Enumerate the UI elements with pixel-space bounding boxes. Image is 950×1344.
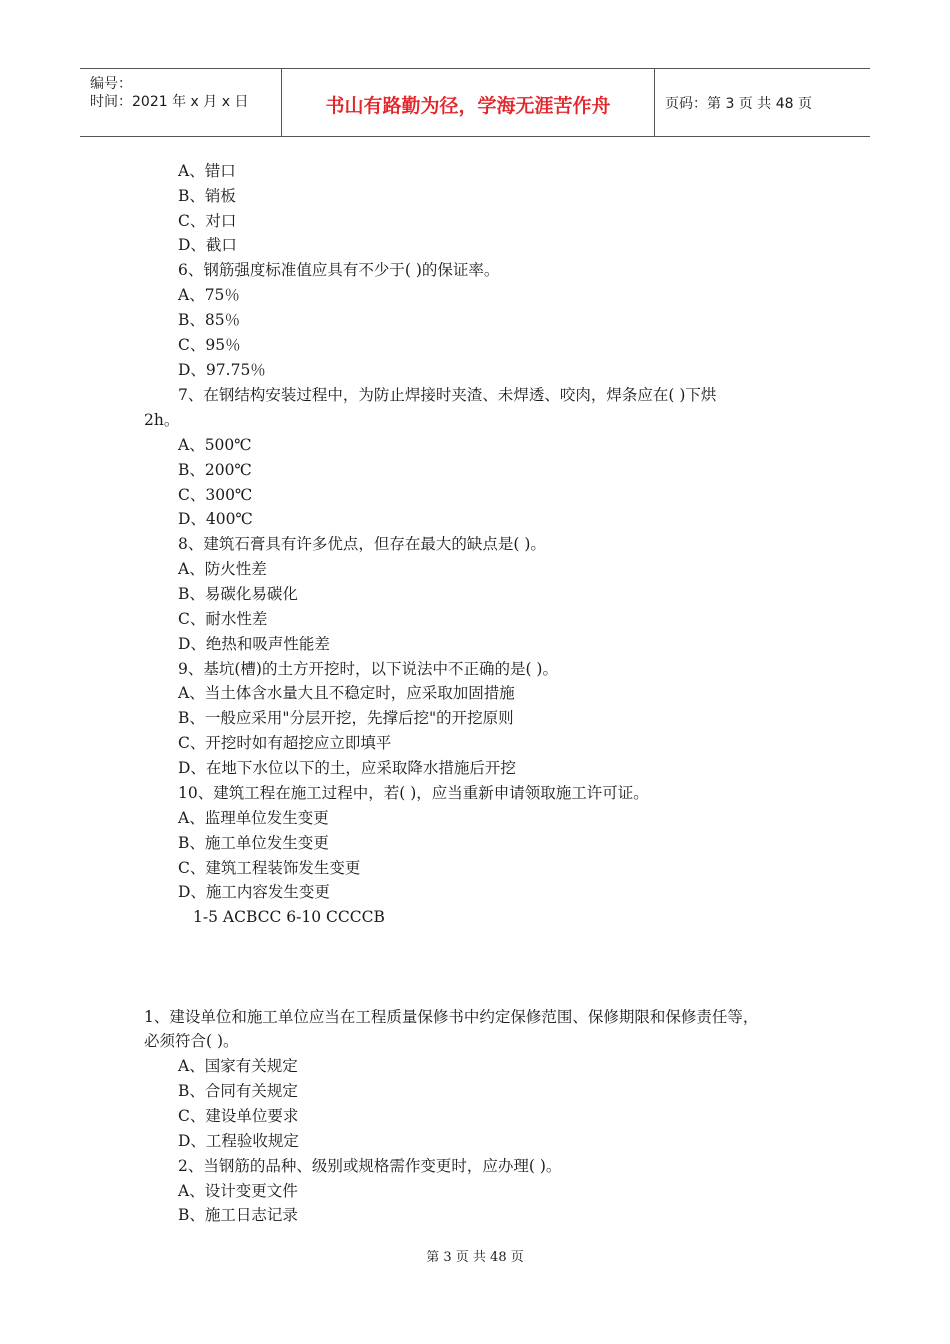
text-line: A、防火性差	[178, 560, 267, 578]
text-line: A、国家有关规定	[178, 1057, 298, 1075]
text-line: 2h。	[144, 411, 180, 429]
text-line: B、易碳化易碳化	[178, 585, 298, 603]
text-line: 1、建设单位和施工单位应当在工程质量保修书中约定保修范围、保修期限和保修责任等，	[144, 1008, 759, 1026]
text-line: C、对口	[178, 212, 237, 230]
text-line: C、95％	[178, 336, 241, 354]
header-middle-cell	[282, 69, 655, 136]
page-header	[80, 68, 870, 137]
page-footer: 第 3 页 共 48 页	[426, 1250, 524, 1265]
text-line: D、施工内容发生变更	[178, 883, 330, 901]
text-line: A、错口	[178, 162, 236, 180]
text-line: D、工程验收规定	[178, 1132, 299, 1150]
text-line: D、截口	[178, 236, 237, 254]
text-line: 2、当钢筋的品种、级别或规格需作变更时，应办理( )。	[178, 1157, 562, 1175]
text-line: D、绝热和吸声性能差	[178, 635, 330, 653]
text-line: B、销板	[178, 187, 236, 205]
text-line: A、75％	[178, 286, 240, 304]
header-right-cell	[655, 69, 870, 136]
text-line: B、85％	[178, 311, 241, 329]
text-line: 10、建筑工程在施工过程中，若( )，应当重新申请领取施工许可证。	[178, 784, 649, 802]
header-motto: 书山有路勤为径，学海无涯苦作舟	[325, 95, 611, 117]
text-line: C、开挖时如有超挖应立即填平	[178, 734, 392, 752]
text-line: 必须符合( )。	[144, 1032, 239, 1050]
text-line: C、耐水性差	[178, 610, 268, 628]
text-line: A、500℃	[178, 436, 252, 454]
header-page-info: 页码：第 3 页 共 48 页	[665, 96, 812, 112]
text-line: 1-5 ACBCC 6-10 CCCCB	[193, 908, 385, 926]
text-line: B、200℃	[178, 461, 252, 479]
text-line: 9、基坑(槽)的土方开挖时，以下说法中不正确的是( )。	[178, 660, 558, 678]
text-line: C、300℃	[178, 486, 253, 504]
text-line: A、当土体含水量大且不稳定时，应采取加固措施	[178, 684, 515, 702]
text-line: B、施工单位发生变更	[178, 834, 329, 852]
text-line: C、建筑工程装饰发生变更	[178, 859, 361, 877]
text-line: A、监理单位发生变更	[178, 809, 329, 827]
text-line: D、在地下水位以下的土，应采取降水措施后开挖	[178, 759, 516, 777]
text-line: D、400℃	[178, 510, 253, 528]
document-date: 时间：2021 年 x 月 x 日	[90, 94, 249, 110]
text-line: B、施工日志记录	[178, 1206, 298, 1224]
document-number-label: 编号：	[90, 76, 132, 92]
text-line: D、97.75％	[178, 361, 266, 379]
text-line: 8、建筑石膏具有许多优点，但存在最大的缺点是( )。	[178, 535, 546, 553]
text-line: A、设计变更文件	[178, 1182, 298, 1200]
text-line: C、建设单位要求	[178, 1107, 299, 1125]
text-line: B、一般应采用"分层开挖，先撑后挖"的开挖原则	[178, 709, 514, 727]
header-left-cell	[80, 69, 282, 136]
text-line: 6、钢筋强度标准值应具有不少于( )的保证率。	[178, 261, 500, 279]
text-line: 7、在钢结构安装过程中，为防止焊接时夹渣、未焊透、咬肉，焊条应在( )下烘	[178, 386, 717, 404]
text-line: B、合同有关规定	[178, 1082, 298, 1100]
